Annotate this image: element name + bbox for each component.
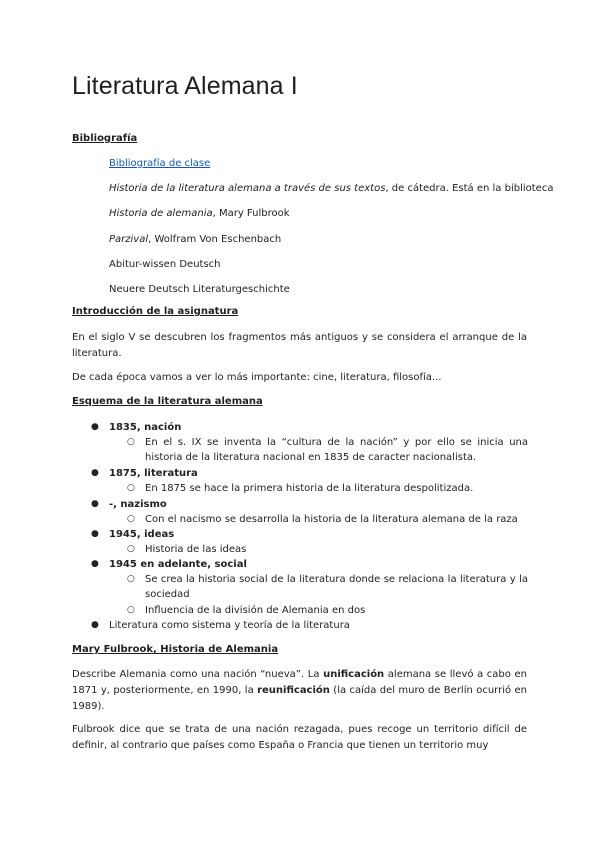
bibliography-item-detail: , Wolfram Von Eschenbach — [148, 234, 282, 245]
bibliography-item-detail: , Mary Fulbrook — [212, 208, 290, 219]
circle-bullet-icon: ○ — [127, 483, 135, 493]
bibliography-item-title: Parzival — [109, 234, 149, 245]
text-run: alemana se llevó a cabo en 1871 y, posteriormente, en 1990, la — [72, 669, 527, 696]
bibliography-item — [109, 232, 281, 248]
bibliography-heading: Bibliografía — [72, 133, 138, 144]
fulbrook-paragraph-2: Fulbrook dice que se trata de una nación rezagada, pues recoge un territorio difícil de definir, al contrario que países como España o Francia que tienen un territorio muy — [72, 724, 527, 751]
bold-term: reunificación — [257, 685, 330, 696]
circle-bullet-icon: ○ — [127, 574, 135, 584]
bullet-icon: ● — [91, 620, 99, 630]
bibliography-item-detail: Neuere Deutsch Literaturgeschichte — [109, 284, 290, 295]
bullet-icon: ● — [91, 468, 99, 478]
sub-list-item: Se crea la historia social de la literatura donde se relaciona la literatura y la sociedad — [145, 574, 528, 600]
document-title: Literatura Alemana I — [72, 72, 298, 100]
circle-bullet-icon: ○ — [127, 437, 135, 447]
sub-list-item: Historia de las ideas — [145, 544, 247, 555]
bullet-icon: ● — [91, 499, 99, 509]
intro-heading: Introducción de la asignatura — [72, 306, 239, 317]
bullet-icon: ● — [91, 529, 99, 539]
bibliography-link[interactable]: Bibliografía de clase — [109, 158, 211, 169]
circle-bullet-icon: ○ — [127, 514, 135, 524]
list-item: Literatura como sistema y teoría de la literatura — [109, 620, 350, 631]
circle-bullet-icon: ○ — [127, 544, 135, 554]
bold-term: unificación — [323, 669, 385, 680]
circle-bullet-icon: ○ — [127, 605, 135, 615]
bibliography-item-title: Historia de la literatura alemana a través de sus textos — [109, 183, 386, 194]
text-run: (la caída del muro de Berlín ocurrió en 1989). — [72, 685, 527, 712]
bullet-icon: ● — [91, 422, 99, 432]
bibliography-item-detail: , de cátedra. Está en la biblioteca — [385, 183, 554, 194]
sub-list-item: Influencia de la división de Alemania en dos — [145, 605, 366, 616]
intro-paragraph-2: De cada época vamos a ver lo más importante: cine, literatura, filosofía... — [72, 372, 442, 383]
intro-paragraph-1: En el siglo V se descubren los fragmentos más antiguos y se considera el arranque de la literatura. — [72, 332, 527, 359]
fulbrook-heading: Mary Fulbrook, Historia de Alemania — [72, 644, 279, 655]
sub-list-item: En el s. IX se inventa la “cultura de la nación” y por ello se inicia una historia de la literatura nacional en 1835 de caracter nacionalista. — [145, 437, 528, 463]
bibliography-item-title: Historia de alemania — [109, 208, 213, 219]
scheme-heading: Esquema de la literatura alemana — [72, 396, 263, 407]
bibliography-item — [109, 181, 553, 197]
list-item: -, nazismo — [109, 499, 167, 510]
bullet-icon: ● — [91, 559, 99, 569]
fulbrook-paragraph-1 — [72, 667, 527, 715]
bibliography-item — [109, 257, 221, 273]
bibliography-item-detail: Abitur-wissen Deutsch — [109, 259, 221, 270]
sub-list-item: Con el nacismo se desarrolla la historia de la literatura alemana de la raza — [145, 514, 518, 525]
sub-list-item: En 1875 se hace la primera historia de la literatura despolitizada. — [145, 483, 474, 494]
text-run: Describe Alemania como una nación “nueva”. La — [72, 669, 324, 680]
bibliography-item — [109, 282, 290, 298]
list-item: 1945, ideas — [109, 529, 175, 540]
list-item: 1875, literatura — [109, 468, 198, 479]
bibliography-item — [109, 206, 290, 222]
list-item: 1945 en adelante, social — [109, 559, 247, 570]
list-item: 1835, nación — [109, 422, 182, 433]
